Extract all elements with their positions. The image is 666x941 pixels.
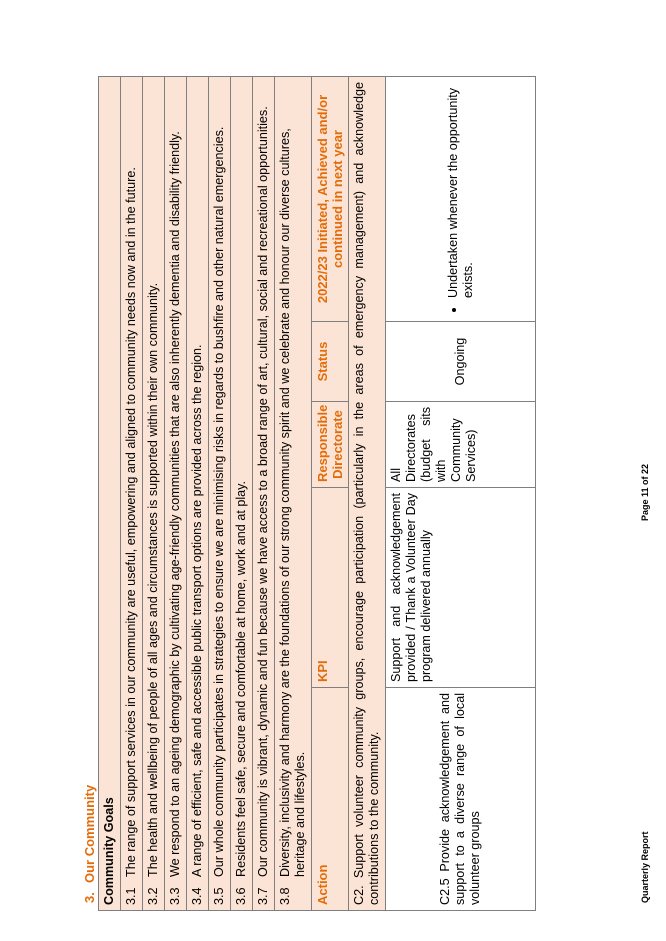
goals-title-row [99, 76, 121, 910]
column-header-progress: 2022/23 Initiated, Achieved and/or continued in next year [312, 76, 349, 321]
goal-number: 3.6 [234, 877, 249, 905]
section-heading-number: 3. [82, 892, 97, 903]
goal-text: The health and wellbeing of people of all ages and circumstances is supported within their own community. [146, 82, 161, 877]
goal-number: 3.7 [256, 877, 271, 905]
goal-row [209, 76, 231, 910]
goal-number: 3.2 [146, 877, 161, 905]
footer-report-name: Quarterly Report [640, 831, 650, 903]
goals-title: Community Goals [99, 76, 121, 910]
action-cell: C2.5 Provide acknowledgement and support to a diverse range of local volunteer groups [386, 688, 536, 911]
column-header-status: Status [312, 322, 349, 402]
goal-row [187, 76, 209, 910]
goal-text: Residents feel safe, secure and comfortable at home, work and at play. [234, 82, 249, 877]
goal-text: Diversity, inclusivity and harmony are the foundations of our strong community spirit and we celebrate and honour our diverse cultures, heritage and lifestyles. [278, 82, 308, 877]
goal-row [143, 76, 165, 910]
kpi-cell: Support and acknowledgement provided / Thank a Volunteer Day program delivered annually [386, 488, 536, 688]
footer-page-number: Page 11 of 22 [640, 463, 650, 521]
column-header-kpi: KPI [312, 488, 349, 688]
section-row [349, 76, 386, 910]
progress-cell [386, 76, 536, 321]
directorate-cell: All Directorates (budget sits with Community Services) [386, 402, 536, 488]
goal-text: Our whole community participates in strategies to ensure we are minimising risks in regards to bushfire and other natural emergencies. [212, 82, 227, 877]
column-header-directorate: Responsible Directorate [312, 402, 349, 488]
column-header-action: Action [312, 688, 349, 911]
goal-row [231, 76, 253, 910]
section-heading-title: Our Community [82, 784, 97, 883]
goal-row [253, 76, 275, 910]
status-cell: Ongoing [386, 322, 536, 402]
goal-row [165, 76, 187, 910]
goal-number: 3.3 [168, 877, 183, 905]
table-row [386, 76, 536, 910]
goal-text: A range of efficient, safe and accessible public transport options are provided across the region. [190, 82, 205, 877]
goal-number: 3.8 [278, 877, 308, 905]
goal-text: Our community is vibrant, dynamic and fun because we have access to a broad range of art, cultural, social and recreational opportunities. [256, 82, 271, 877]
section-text: C2. Support volunteer community groups, encourage participation (particularly in the areas of emergency management) and acknowledge contributions to the community. [349, 76, 386, 910]
goal-text: The range of support services in our community are useful, empowering and aligned to community needs now and in the future. [124, 82, 139, 877]
goal-number: 3.4 [190, 877, 205, 905]
progress-bullet: • Undertaken whenever the opportunity exists. [446, 82, 476, 298]
goal-number: 3.5 [212, 877, 227, 905]
section-heading [82, 785, 97, 903]
goal-number: 3.1 [124, 877, 139, 905]
column-header-row [312, 76, 349, 910]
goal-row [275, 76, 312, 910]
goal-row [121, 76, 143, 910]
goal-text: We respond to an ageing demographic by cultivating age-friendly communities that are also inherently dementia and disability friendly. [168, 82, 183, 877]
community-table [98, 76, 536, 911]
